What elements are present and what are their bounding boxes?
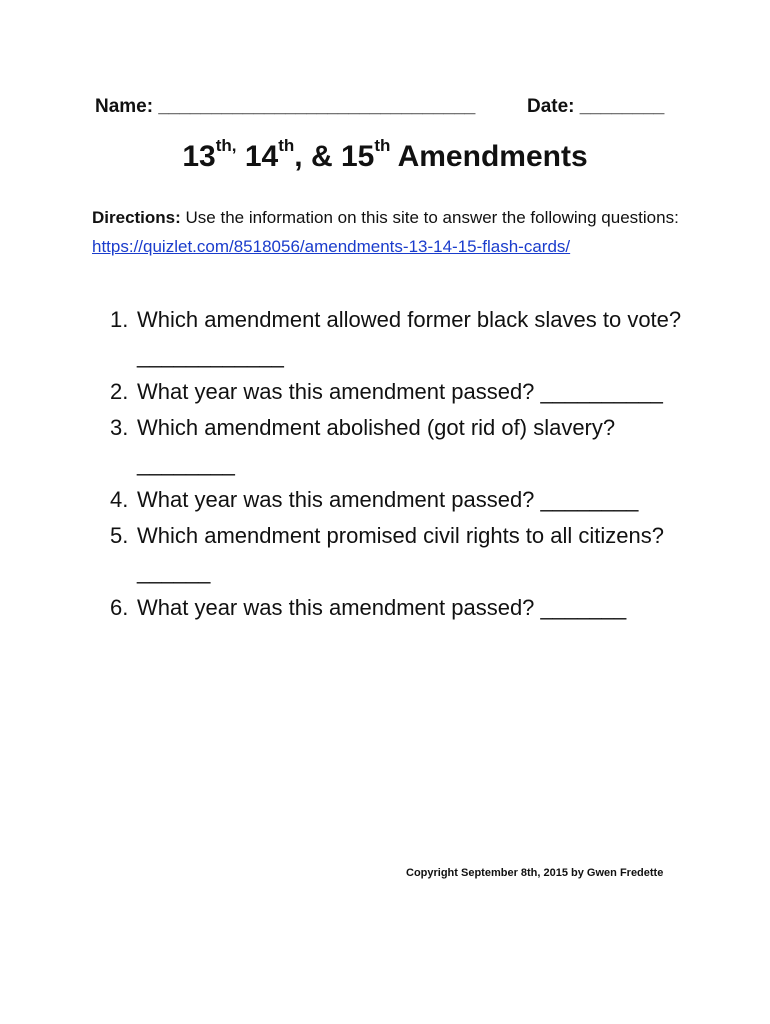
question-number: 5.	[110, 523, 129, 548]
title-superscript: th	[278, 136, 295, 155]
title-part: Amendments	[390, 140, 588, 173]
question-text: What year was this amendment passed? _______	[137, 595, 627, 620]
question-number: 3.	[110, 415, 129, 440]
question-item	[110, 590, 710, 626]
question-list	[110, 302, 710, 626]
question-item	[110, 302, 710, 374]
question-item	[110, 518, 710, 590]
date-field-label: Date: ________	[527, 96, 665, 117]
directions-paragraph	[92, 203, 682, 261]
question-item	[110, 410, 710, 482]
question-item	[110, 374, 710, 410]
title-part: , & 15	[294, 140, 375, 173]
question-number: 6.	[110, 595, 129, 620]
question-text: Which amendment promised civil rights to all citizens? ______	[137, 523, 664, 584]
copyright-notice: Copyright September 8th, 2015 by Gwen Fredette	[406, 867, 664, 879]
directions-text: Use the information on this site to answer the following questions:	[180, 208, 679, 227]
page-title	[0, 136, 770, 174]
title-part: 13	[182, 140, 216, 173]
quizlet-link[interactable]: https://quizlet.com/8518056/amendments-13-14-15-flash-cards/	[92, 237, 571, 256]
header-line	[95, 96, 685, 118]
question-number: 2.	[110, 379, 129, 404]
name-field-label: Name: ______________________________	[95, 96, 476, 117]
title-superscript: th	[374, 136, 391, 155]
title-superscript: th,	[215, 136, 237, 155]
question-text: Which amendment abolished (got rid of) slavery? ________	[137, 415, 616, 476]
question-text: Which amendment allowed former black slaves to vote?____________	[137, 307, 682, 368]
question-text: What year was this amendment passed? ________	[137, 487, 639, 512]
question-item	[110, 482, 710, 518]
question-text: What year was this amendment passed? __________	[137, 379, 663, 404]
title-part: 14	[244, 140, 279, 173]
directions-label: Directions:	[92, 208, 181, 227]
question-number: 1.	[110, 307, 129, 332]
question-number: 4.	[110, 487, 129, 512]
